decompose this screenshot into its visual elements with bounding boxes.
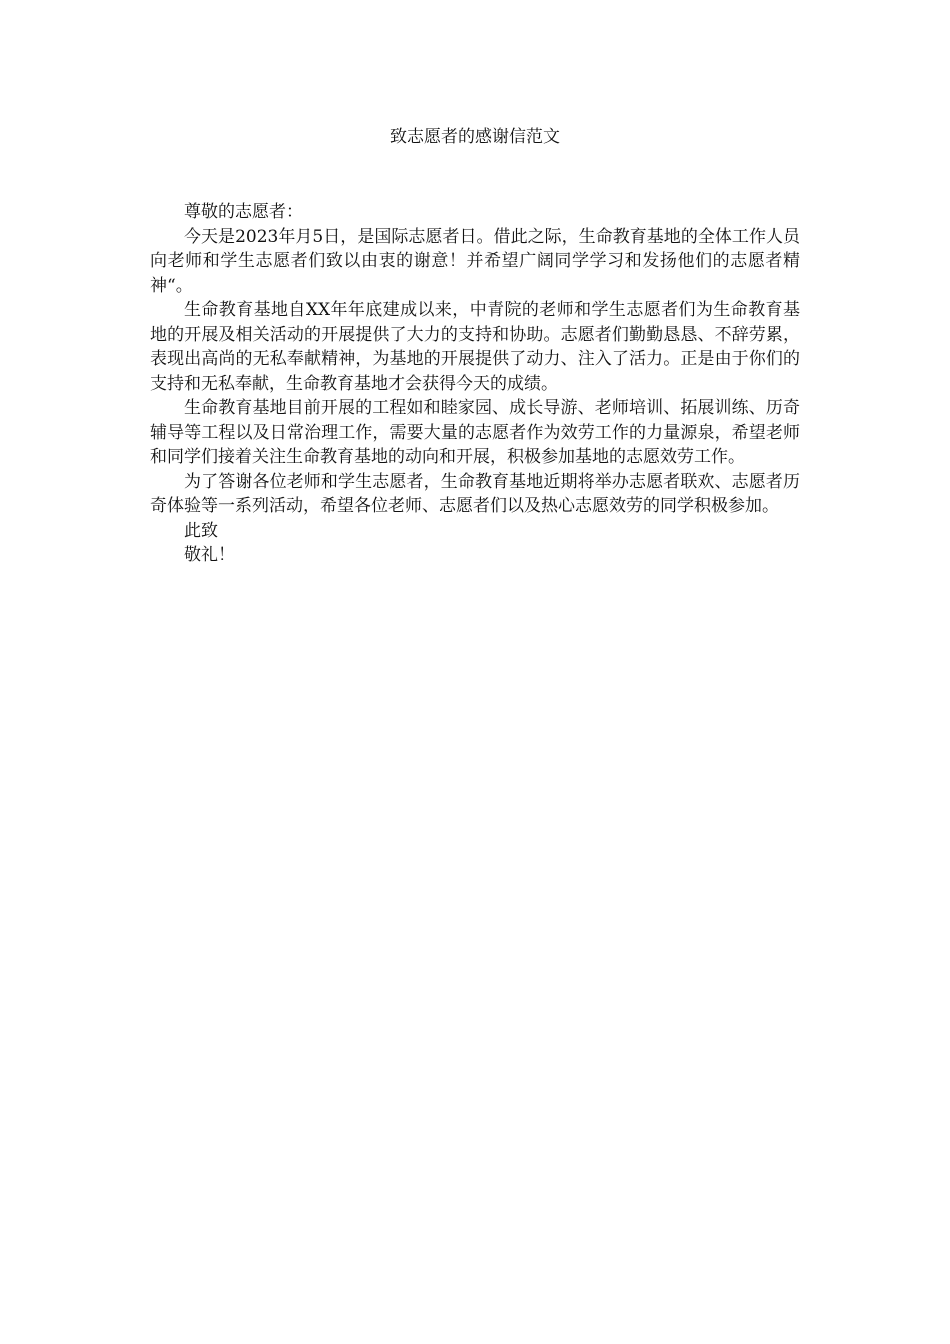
paragraph-4: 为了答谢各位老师和学生志愿者，生命教育基地近期将举办志愿者联欢、志愿者历奇体验等一系列活动，希望各位老师、志愿者们以及热心志愿效劳的同学积极参加。 [150,471,800,516]
closing-line-1: 此致 [184,520,218,541]
closing-line-2: 敬礼！ [184,545,235,565]
paragraph-1: 今天是2023年月5日，是国际志愿者日。借此之际，生命教育基地的全体工作人员向老师和学生志愿者们致以由衷的谢意！并希望广阔同学学习和发扬他们的志愿者精神“。 [150,226,800,296]
paragraph-2: 生命教育基地自XX年年底建成以来，中青院的老师和学生志愿者们为生命教育基地的开展及相关活动的开展提供了大力的支持和协助。志愿者们勤勤恳恳、不辞劳累，表现出高尚的无私奉献精神，为基地的开展提供了动力、注入了活力。正是由于你们的支持和无私奉献，生命教育基地才会获得今天的成绩。 [150,300,800,394]
paragraph-3: 生命教育基地目前开展的工程如和睦家园、成长导游、老师培训、拓展训练、历奇辅导等工程以及日常治理工作，需要大量的志愿者作为效劳工作的力量源泉，希望老师和同学们接着关注生命教育基地的动向和开展，积极参加基地的志愿效劳工作。 [150,398,800,467]
letter-body [150,200,800,568]
salutation: 尊敬的志愿者： [184,202,303,222]
document-title: 致志愿者的感谢信范文 [390,127,560,147]
